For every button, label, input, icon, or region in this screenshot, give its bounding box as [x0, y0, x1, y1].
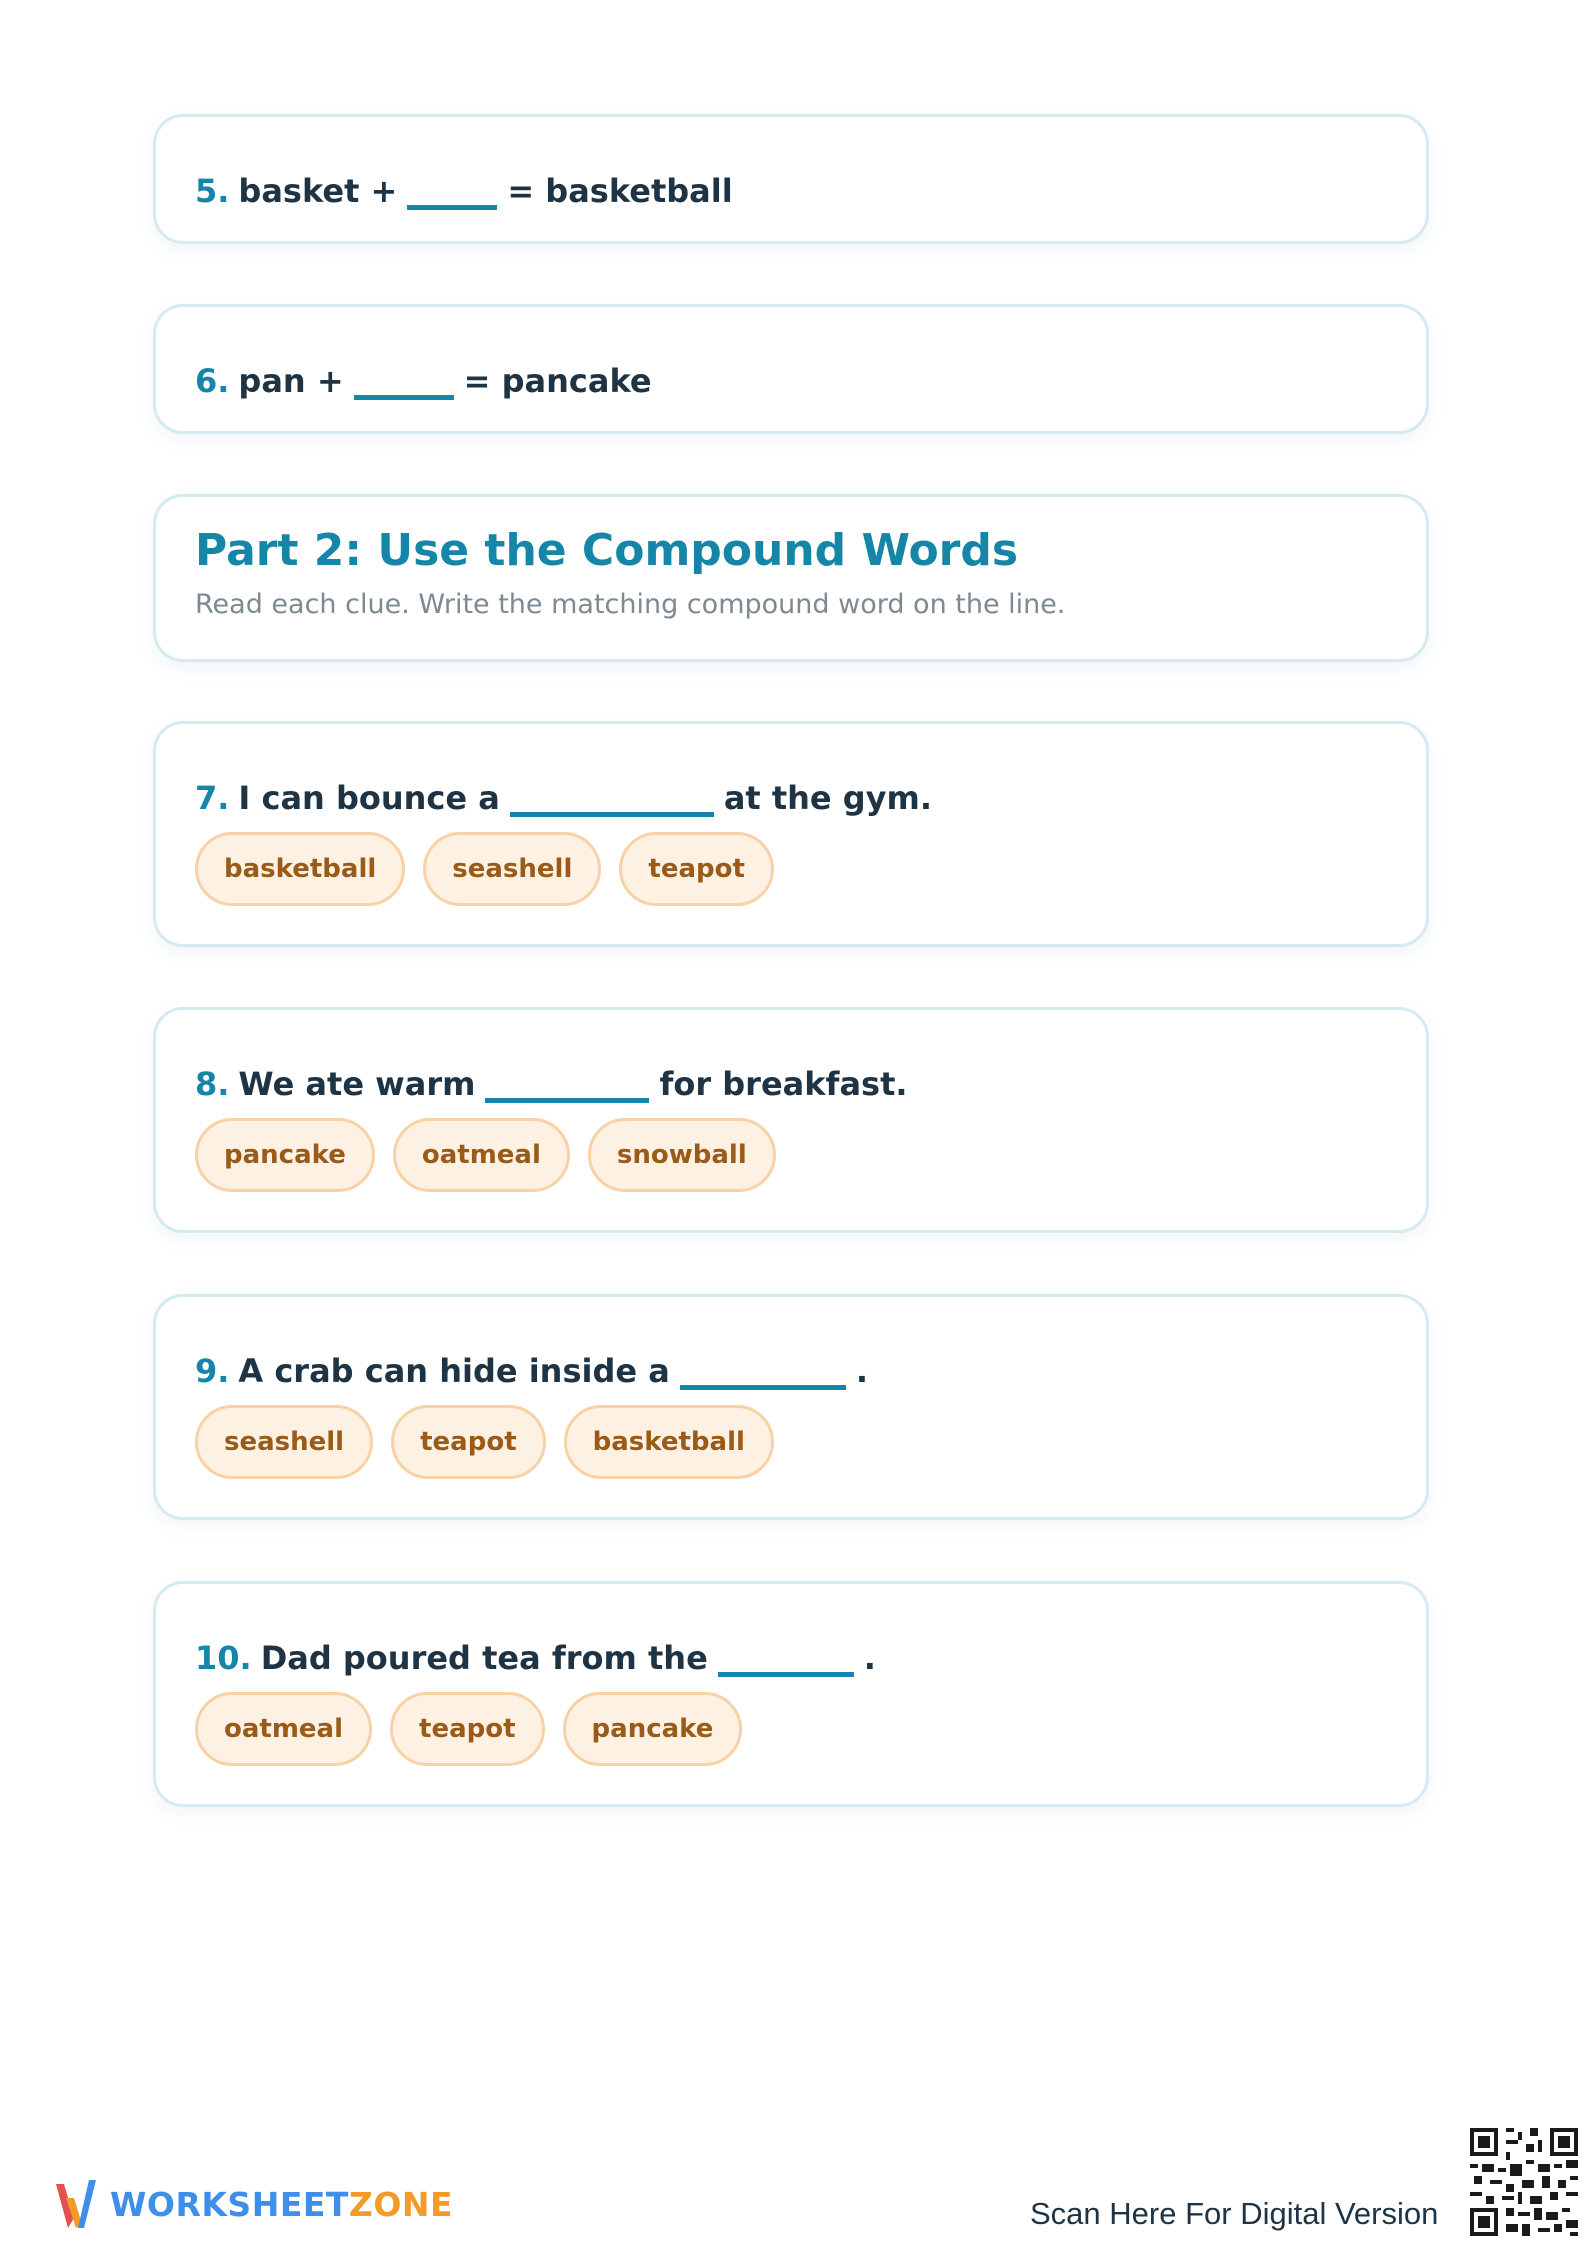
question-text-before: I can bounce a: [238, 779, 500, 817]
question-text-after: .: [863, 1639, 876, 1677]
answer-blank[interactable]: [354, 349, 454, 400]
word-option-chip[interactable]: teapot: [619, 832, 774, 906]
word-options: [195, 1692, 742, 1766]
question-card-10: [153, 1581, 1429, 1807]
question-line: [195, 1626, 876, 1677]
question-text-after: = basketball: [507, 172, 733, 210]
question-line: [195, 1339, 868, 1390]
footer-logo[interactable]: [56, 2178, 453, 2230]
question-text-before: Dad poured tea from the: [260, 1639, 708, 1677]
brand-part-2: ZONE: [348, 2184, 454, 2224]
brand-name: [110, 2185, 453, 2224]
word-option-chip[interactable]: pancake: [563, 1692, 743, 1766]
question-text-before: We ate warm: [238, 1065, 476, 1103]
question-card-8: [153, 1007, 1429, 1233]
answer-blank[interactable]: [407, 159, 497, 210]
worksheetzone-w-logo-icon: [56, 2178, 96, 2230]
answer-blank[interactable]: [680, 1339, 846, 1390]
question-card-9: [153, 1294, 1429, 1520]
question-text-after: .: [855, 1352, 868, 1390]
question-number: 6.: [195, 362, 230, 400]
brand-part-1: WORKSHEET: [110, 2184, 349, 2224]
section-instructions: Read each clue. Write the matching compound word on the line.: [195, 589, 1066, 620]
qr-code-icon[interactable]: [1470, 2128, 1578, 2236]
question-card-6: [153, 304, 1429, 434]
question-line: [195, 349, 652, 400]
question-text-before: pan +: [238, 362, 344, 400]
question-text-before: basket +: [238, 172, 398, 210]
question-number: 5.: [195, 172, 230, 210]
question-text-before: A crab can hide inside a: [238, 1352, 670, 1390]
word-option-chip[interactable]: seashell: [195, 1405, 373, 1479]
question-line: [195, 766, 932, 817]
word-option-chip[interactable]: pancake: [195, 1118, 375, 1192]
question-number: 9.: [195, 1352, 230, 1390]
question-number: 7.: [195, 779, 230, 817]
scan-instruction: Scan Here For Digital Version: [1030, 2196, 1439, 2231]
word-option-chip[interactable]: snowball: [588, 1118, 776, 1192]
word-option-chip[interactable]: seashell: [423, 832, 601, 906]
question-text-after: at the gym.: [723, 779, 933, 817]
part2-header-card: [153, 494, 1429, 662]
answer-blank[interactable]: [718, 1626, 854, 1677]
word-option-chip[interactable]: teapot: [391, 1405, 546, 1479]
question-card-5: [153, 114, 1429, 244]
word-options: [195, 832, 774, 906]
section-title: Part 2: Use the Compound Words: [195, 525, 1019, 576]
answer-blank[interactable]: [485, 1052, 649, 1103]
word-option-chip[interactable]: oatmeal: [195, 1692, 372, 1766]
word-option-chip[interactable]: basketball: [195, 832, 405, 906]
question-line: [195, 159, 733, 210]
word-option-chip[interactable]: basketball: [564, 1405, 774, 1479]
word-options: [195, 1405, 774, 1479]
word-option-chip[interactable]: oatmeal: [393, 1118, 570, 1192]
word-options: [195, 1118, 776, 1192]
question-number: 10.: [195, 1639, 252, 1677]
question-text-after: = pancake: [463, 362, 652, 400]
question-text-after: for breakfast.: [659, 1065, 908, 1103]
answer-blank[interactable]: [510, 766, 714, 817]
word-option-chip[interactable]: teapot: [390, 1692, 545, 1766]
question-line: [195, 1052, 908, 1103]
question-number: 8.: [195, 1065, 230, 1103]
question-card-7: [153, 721, 1429, 947]
